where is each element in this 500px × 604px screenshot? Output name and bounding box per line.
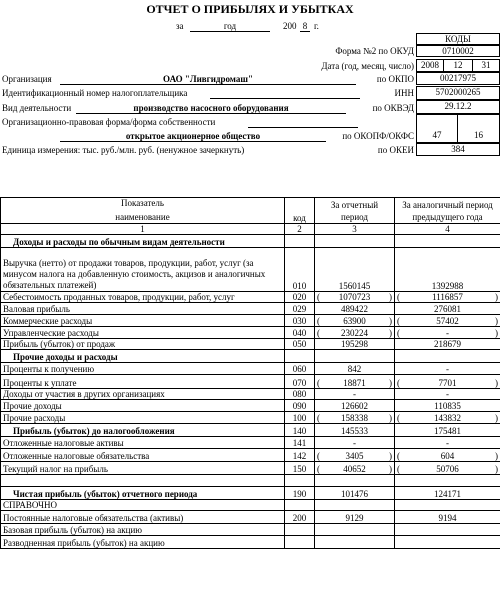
table-row — [1, 235, 500, 248]
row-code: 010 — [285, 248, 315, 292]
row-name — [1, 475, 285, 487]
year-suffix: г. — [314, 21, 319, 31]
current-period-value: 1070723 — [338, 292, 371, 302]
activity-value: производство насосного оборудования — [76, 103, 346, 114]
previous-period-cell — [395, 248, 500, 292]
current-period-value: 145533 — [341, 426, 368, 436]
previous-period-cell — [395, 339, 500, 350]
previous-period-value: 143832 — [434, 413, 461, 423]
row-code: 090 — [285, 400, 315, 412]
previous-period-value: 57402 — [436, 316, 459, 326]
previous-period-cell — [395, 487, 500, 500]
current-period-cell — [315, 303, 395, 315]
date-year: 2008 — [416, 59, 444, 72]
okfs-value: 16 — [457, 114, 500, 143]
okpo-label: по ОКПО — [376, 74, 414, 84]
previous-period-value: 7701 — [438, 378, 457, 388]
okud-value: 0710002 — [416, 45, 500, 57]
row-name: Разводненная прибыль (убыток) на акцию — [1, 536, 285, 549]
row-name: Постоянные налоговые обязательства (активы) — [1, 511, 285, 524]
row-code: 060 — [285, 363, 315, 375]
previous-period-cell — [395, 462, 500, 475]
open-paren: ( — [317, 378, 320, 388]
previous-period-value: 1392988 — [431, 281, 464, 291]
row-name: Проценты к получению — [1, 363, 285, 375]
year-digit: 8 — [300, 21, 310, 32]
header-previous: За аналогичный период предыдущего года — [395, 198, 500, 224]
current-period-value: 101476 — [341, 489, 368, 499]
close-paren: ) — [389, 378, 392, 388]
codes-header: КОДЫ — [416, 33, 500, 45]
current-period-cell — [315, 375, 395, 389]
current-period-cell — [315, 412, 395, 424]
current-period-value: 230224 — [341, 328, 368, 338]
open-paren: ( — [397, 464, 400, 474]
opf-value: открытое акционерное общество — [60, 131, 326, 142]
date-day: 31 — [472, 59, 500, 72]
current-period-value: 40652 — [343, 464, 366, 474]
unit-label: Единица измерения: тыс. руб./млн. руб. (ненужное зачеркнуть) — [2, 145, 245, 155]
table-row — [1, 449, 500, 462]
table-row — [1, 475, 500, 487]
okopf-value: 47 — [416, 114, 458, 143]
close-paren: ) — [389, 316, 392, 326]
table-row — [1, 292, 500, 303]
table-row — [1, 400, 500, 412]
row-code: 080 — [285, 389, 315, 400]
table-row — [1, 500, 500, 511]
current-period-value: 1560145 — [338, 281, 371, 291]
col-num-1: 1 — [1, 224, 285, 235]
open-paren: ( — [397, 292, 400, 302]
table-row — [1, 536, 500, 549]
row-code — [285, 475, 315, 487]
previous-period-cell — [395, 412, 500, 424]
activity-label: Вид деятельности — [2, 103, 72, 113]
previous-period-cell — [395, 475, 500, 487]
current-period-cell — [315, 449, 395, 462]
open-paren: ( — [317, 464, 320, 474]
previous-period-cell — [395, 389, 500, 400]
current-period-cell — [315, 424, 395, 437]
previous-period-cell — [395, 437, 500, 449]
org-label: Организация — [2, 74, 52, 84]
current-period-cell — [315, 327, 395, 339]
row-name: Прибыль (убыток) от продаж — [1, 339, 285, 350]
previous-period-cell — [395, 524, 500, 536]
row-code: 020 — [285, 292, 315, 303]
previous-period-value: 276081 — [434, 304, 461, 314]
header-code: код — [285, 198, 315, 224]
row-code: 141 — [285, 437, 315, 449]
row-code: 029 — [285, 303, 315, 315]
close-paren: ) — [495, 328, 498, 338]
current-period-cell — [315, 292, 395, 303]
row-code — [285, 350, 315, 363]
col-num-4: 4 — [395, 224, 500, 235]
current-period-value: 9129 — [345, 513, 364, 523]
row-name: Выручка (нетто) от продажи товаров, продукции, работ, услуг (за минусом налога на добавленную стоимость, акцизов и аналогичных обязательных платежей) — [1, 248, 285, 292]
previous-period-cell — [395, 303, 500, 315]
previous-period-cell — [395, 235, 500, 248]
current-period-cell — [315, 500, 395, 511]
row-name: Отложенные налоговые активы — [1, 437, 285, 449]
row-code — [285, 500, 315, 511]
previous-period-cell — [395, 500, 500, 511]
previous-period-cell — [395, 449, 500, 462]
date-label: Дата (год, месяц, число) — [321, 61, 414, 71]
current-period-value: 489422 — [341, 304, 368, 314]
table-row — [1, 511, 500, 524]
open-paren: ( — [397, 451, 400, 461]
close-paren: ) — [495, 464, 498, 474]
close-paren: ) — [495, 413, 498, 423]
col-num-2: 2 — [285, 224, 315, 235]
okved-label: по ОКВЭД — [372, 103, 414, 113]
previous-period-cell — [395, 375, 500, 389]
table-row — [1, 303, 500, 315]
current-period-cell — [315, 475, 395, 487]
current-period-value: 3405 — [345, 451, 364, 461]
close-paren: ) — [495, 378, 498, 388]
previous-period-value: 604 — [440, 451, 455, 461]
close-paren: ) — [389, 328, 392, 338]
col-num-3: 3 — [315, 224, 395, 235]
okud-label: Форма №2 по ОКУД — [335, 46, 414, 56]
period-za: за — [176, 21, 184, 31]
row-name: Прочие расходы — [1, 412, 285, 424]
row-code: 040 — [285, 327, 315, 339]
row-name: Текущий налог на прибыль — [1, 462, 285, 475]
table-row — [1, 350, 500, 363]
current-period-cell — [315, 462, 395, 475]
row-name: Управленческие расходы — [1, 327, 285, 339]
current-period-value: 842 — [347, 364, 362, 374]
open-paren: ( — [317, 316, 320, 326]
close-paren: ) — [389, 292, 392, 302]
current-period-cell — [315, 389, 395, 400]
current-period-value: 195298 — [341, 339, 368, 349]
header-name: наименование — [115, 212, 170, 222]
previous-period-value: - — [446, 389, 449, 399]
row-code: 200 — [285, 511, 315, 524]
row-name: Проценты к уплате — [1, 375, 285, 389]
okei-value: 384 — [416, 143, 500, 156]
close-paren: ) — [389, 464, 392, 474]
row-code — [285, 235, 315, 248]
current-period-cell — [315, 235, 395, 248]
table-row — [1, 487, 500, 500]
row-code — [285, 524, 315, 536]
current-period-value: 63900 — [343, 316, 366, 326]
row-name: Прочие доходы — [1, 400, 285, 412]
okved-value: 29.12.2 — [416, 100, 500, 114]
table-row — [1, 524, 500, 536]
row-code: 140 — [285, 424, 315, 437]
table-row — [1, 462, 500, 475]
year-prefix: 200 — [283, 21, 297, 31]
row-code: 150 — [285, 462, 315, 475]
header-current: За отчетный период — [315, 198, 395, 224]
close-paren: ) — [495, 292, 498, 302]
header-indicator — [1, 198, 285, 224]
row-code: 050 — [285, 339, 315, 350]
previous-period-value: - — [446, 438, 449, 448]
current-period-value: 18871 — [343, 378, 366, 388]
row-name: Чистая прибыль (убыток) отчетного периода — [1, 487, 285, 500]
previous-period-value: 1116857 — [432, 292, 463, 302]
current-period-cell — [315, 511, 395, 524]
row-name: Доходы и расходы по обычным видам деятельности — [1, 235, 285, 248]
current-period-cell — [315, 350, 395, 363]
okei-label: по ОКЕИ — [377, 145, 414, 155]
previous-period-value: 9194 — [438, 513, 457, 523]
row-name: Прибыль (убыток) до налогообложения — [1, 424, 285, 437]
row-code: 030 — [285, 315, 315, 327]
previous-period-value: 50706 — [436, 464, 459, 474]
current-period-cell — [315, 487, 395, 500]
table-row — [1, 424, 500, 437]
open-paren: ( — [397, 378, 400, 388]
current-period-cell — [315, 339, 395, 350]
opf-underline — [248, 127, 358, 128]
previous-period-cell — [395, 424, 500, 437]
inn-value: 5702000265 — [416, 86, 500, 100]
current-period-value: - — [353, 438, 356, 448]
open-paren: ( — [317, 292, 320, 302]
row-code: 100 — [285, 412, 315, 424]
current-period-cell — [315, 315, 395, 327]
table-row — [1, 363, 500, 375]
opf-label: Организационно-правовая форма/форма собственности — [2, 117, 216, 127]
org-name: ОАО "Ливгидромаш" — [60, 74, 356, 85]
close-paren: ) — [495, 451, 498, 461]
previous-period-cell — [395, 327, 500, 339]
current-period-cell — [315, 536, 395, 549]
current-period-value: 126602 — [341, 401, 368, 411]
close-paren: ) — [389, 451, 392, 461]
row-name: Прочие доходы и расходы — [1, 350, 285, 363]
row-code: 070 — [285, 375, 315, 389]
report-title: ОТЧЕТ О ПРИБЫЛЯХ И УБЫТКАХ — [146, 2, 354, 16]
row-name: Базовая прибыль (убыток) на акцию — [1, 524, 285, 536]
previous-period-cell — [395, 536, 500, 549]
previous-period-value: - — [446, 328, 449, 338]
row-name: Валовая прибыль — [1, 303, 285, 315]
row-name: Доходы от участия в других организациях — [1, 389, 285, 400]
row-code: 142 — [285, 449, 315, 462]
previous-period-cell — [395, 350, 500, 363]
open-paren: ( — [397, 413, 400, 423]
previous-period-cell — [395, 292, 500, 303]
open-paren: ( — [317, 451, 320, 461]
open-paren: ( — [317, 328, 320, 338]
previous-period-cell — [395, 315, 500, 327]
row-name: Отложенные налоговые обязательства — [1, 449, 285, 462]
row-code — [285, 536, 315, 549]
previous-period-value: 110835 — [434, 401, 461, 411]
table-row — [1, 437, 500, 449]
okpo-value: 00217975 — [416, 72, 500, 85]
table-row — [1, 327, 500, 339]
header-indicator-title: Показатель — [120, 198, 165, 208]
current-period-cell — [315, 400, 395, 412]
okopf-label: по ОКОПФ/ОКФС — [342, 131, 414, 141]
close-paren: ) — [495, 316, 498, 326]
current-period-cell — [315, 248, 395, 292]
date-month: 12 — [443, 59, 473, 72]
open-paren: ( — [317, 413, 320, 423]
income-statement-table — [0, 197, 500, 549]
previous-period-value: - — [446, 364, 449, 374]
current-period-cell — [315, 437, 395, 449]
table-row — [1, 412, 500, 424]
open-paren: ( — [397, 328, 400, 338]
current-period-cell — [315, 363, 395, 375]
row-name: Коммерческие расходы — [1, 315, 285, 327]
current-period-value: 158338 — [341, 413, 368, 423]
table-row — [1, 339, 500, 350]
row-code: 190 — [285, 487, 315, 500]
previous-period-value: 218679 — [434, 339, 461, 349]
open-paren: ( — [397, 316, 400, 326]
inn-label: ИНН — [394, 88, 414, 98]
current-period-value: - — [353, 389, 356, 399]
inn-row-label: Идентификационный номер налогоплательщика — [2, 88, 188, 98]
previous-period-cell — [395, 363, 500, 375]
table-row — [1, 375, 500, 389]
row-name: СПРАВОЧНО — [1, 500, 285, 511]
row-name: Себестоимость проданных товаров, продукции, работ, услуг — [1, 292, 285, 303]
table-row — [1, 315, 500, 327]
current-period-cell — [315, 524, 395, 536]
table-row — [1, 248, 500, 292]
previous-period-value: 124171 — [434, 489, 461, 499]
period-god: год — [190, 21, 270, 32]
previous-period-cell — [395, 511, 500, 524]
previous-period-cell — [395, 400, 500, 412]
previous-period-value: 175481 — [434, 426, 461, 436]
table-row — [1, 389, 500, 400]
close-paren: ) — [389, 413, 392, 423]
inn-underline — [210, 98, 360, 99]
